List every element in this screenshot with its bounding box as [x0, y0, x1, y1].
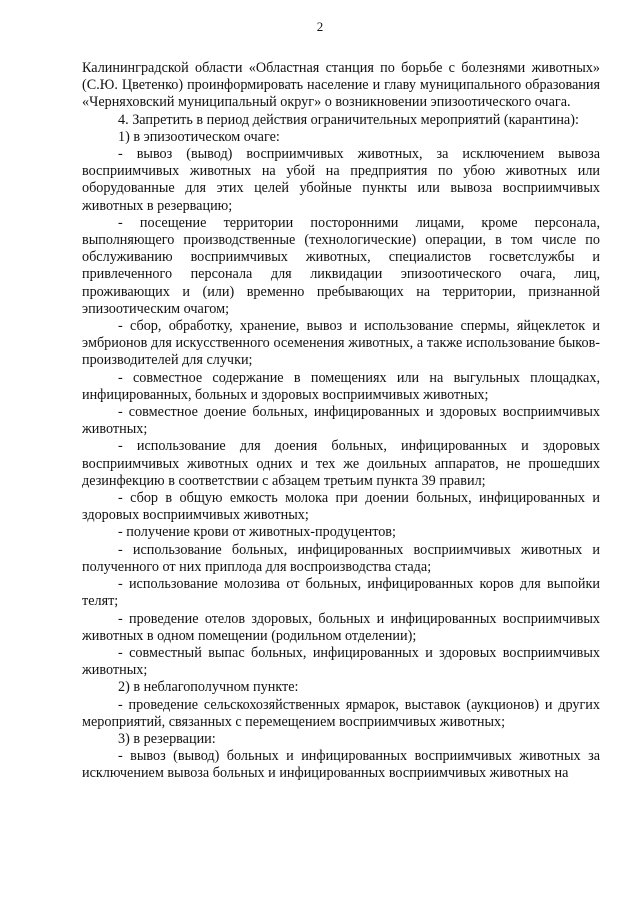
paragraph: - вывоз (вывод) больных и инфицированных восприимчивых животных за исключением вывоза больных и инфицированных восприимчивых животных на: [82, 748, 600, 782]
paragraph: - проведение сельскохозяйственных ярмарок, выставок (аукционов) и других мероприятий, связанных с перемещением восприимчивых животных;: [82, 696, 600, 730]
paragraph: - проведение отелов здоровых, больных и инфицированных восприимчивых животных в одном помещении (родильном отделении);: [82, 610, 600, 644]
document-body: [82, 60, 600, 783]
paragraph: 3) в резервации:: [118, 730, 216, 747]
paragraph: Калининградской области «Областная станция по борьбе с болезнями животных» (С.Ю. Цветенко) проинформировать население и главу муниципального образования «Черняховский муниципальный округ» о возникновении эпизоотического очага.: [82, 60, 600, 111]
paragraph: - получение крови от животных-продуцентов;: [118, 524, 396, 541]
paragraph: 4. Запретить в период действия ограничительных мероприятий (карантина):: [118, 111, 579, 128]
paragraph: - использование больных, инфицированных восприимчивых животных и полученного от них приплода для воспроизводства стада;: [82, 541, 600, 575]
page-number: 2: [316, 19, 324, 34]
paragraph: - сбор, обработку, хранение, вывоз и использование спермы, яйцеклеток и эмбрионов для искусственного осеменения животных, а также использование быков-производителей для случки;: [82, 318, 600, 369]
paragraph: - использование для доения больных, инфицированных и здоровых восприимчивых животных одних и тех же доильных аппаратов, не прошедших дезинфекцию в соответствии с абзацем третьим пункта 39 правил;: [82, 438, 600, 489]
paragraph: - посещение территории посторонними лицами, кроме персонала, выполняющего производственные (технологические) операции, в том числе по обслуживанию восприимчивых животных, специалистов госветслужбы и привлеченного персонала для ликвидации эпизоотического очага, лиц, проживающих и (или) временно пребывающих на территории, признанной эпизоотическим очагом;: [82, 214, 600, 317]
paragraph: - сбор в общую емкость молока при доении больных, инфицированных и здоровых восприимчивых животных;: [82, 490, 600, 524]
paragraph: - совместное содержание в помещениях или на выгульных площадках, инфицированных, больных и здоровых восприимчивых животных;: [82, 369, 600, 403]
paragraph: 1) в эпизоотическом очаге:: [118, 128, 280, 145]
paragraph: - использование молозива от больных, инфицированных коров для выпойки телят;: [82, 576, 600, 610]
paragraph: 2) в неблагополучном пункте:: [118, 679, 299, 696]
paragraph: - совместное доение больных, инфицированных и здоровых восприимчивых животных;: [82, 404, 600, 438]
paragraph: - совместный выпас больных, инфицированных и здоровых восприимчивых животных;: [82, 644, 600, 679]
paragraph: - вывоз (вывод) восприимчивых животных, за исключением вывоза восприимчивых животных на убой на предприятия по убою животных или оборудованные для этих целей убойные пункты или вывоза восприимчивых животных в резервацию;: [82, 146, 600, 214]
